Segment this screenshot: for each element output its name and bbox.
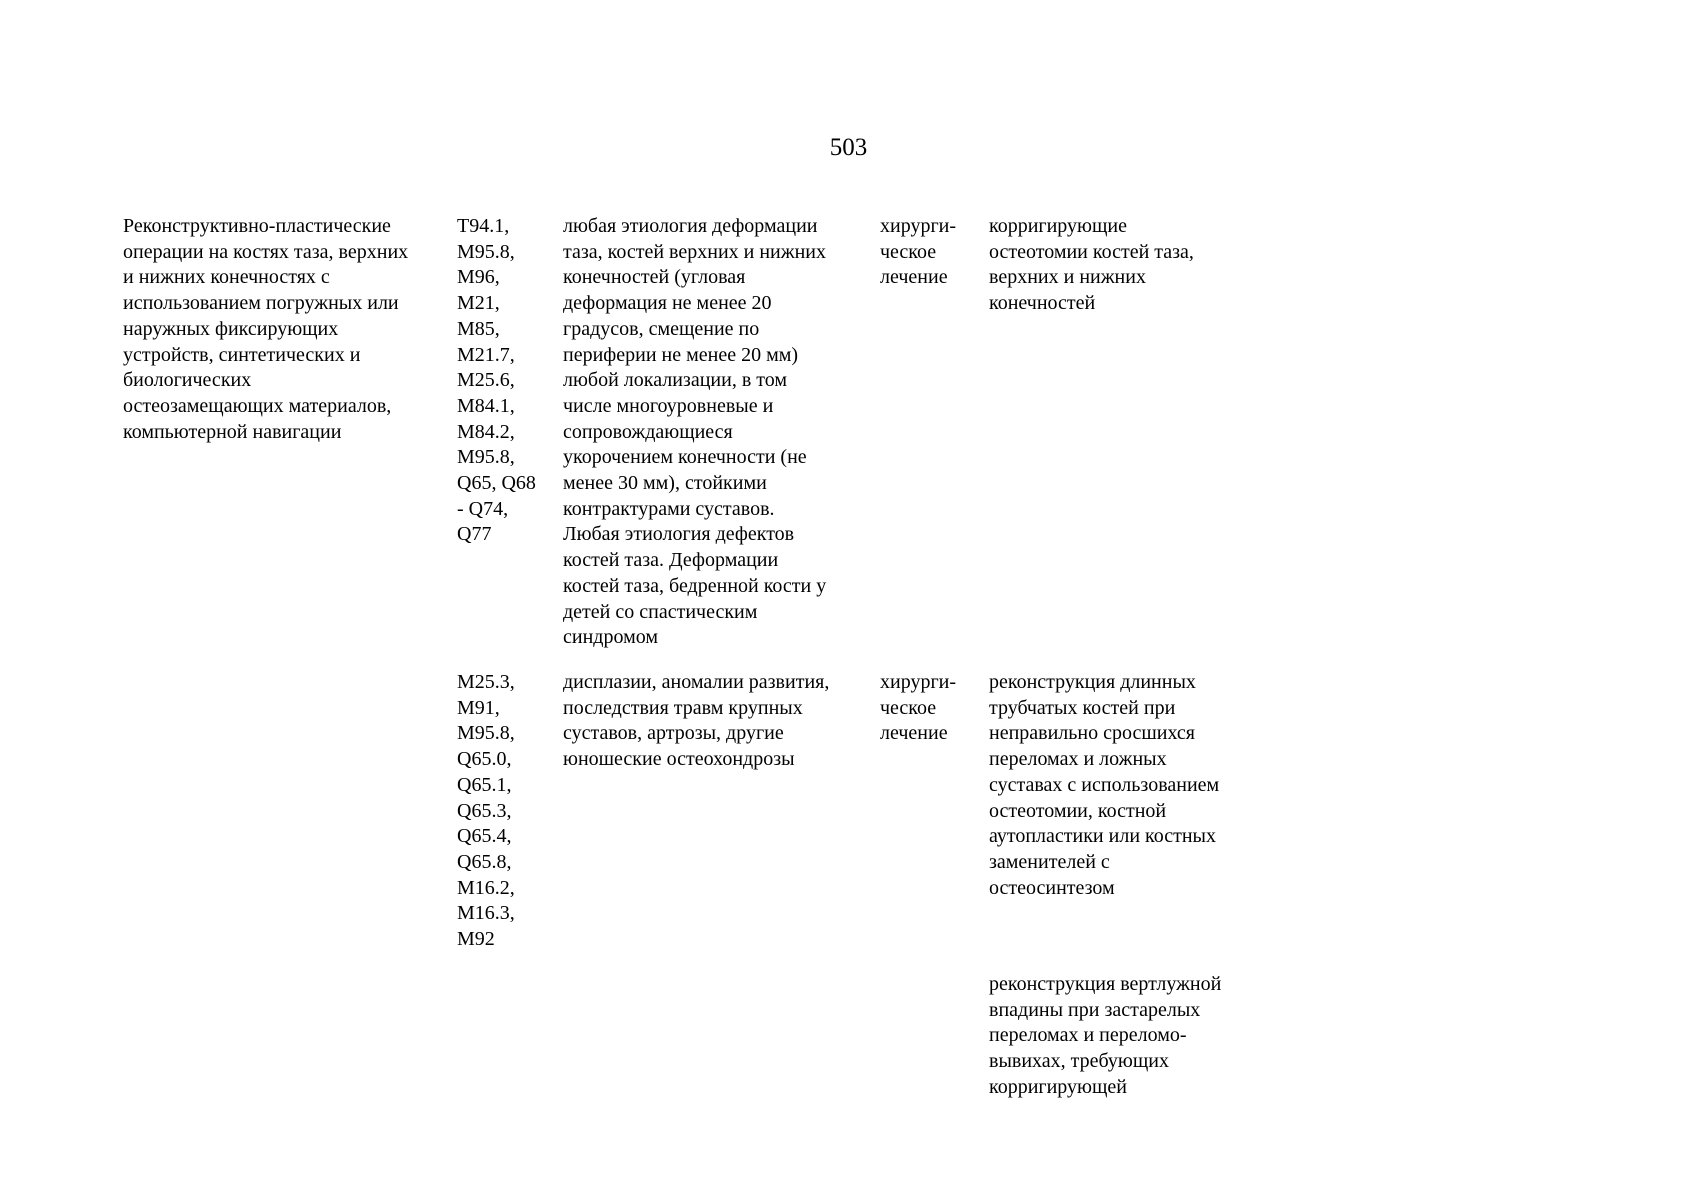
treatment-type-cell: хирурги- ческое лечение: [880, 215, 957, 289]
page-number: 503: [829, 134, 868, 161]
procedure-name-cell: Реконструктивно-пластические операции на костях таза, верхних и нижних конечностях с использованием погружных или наружных фиксирующих устройств, синтетических и биологических остеозамещающих материалов, компьютерной навигации: [123, 215, 409, 443]
patient-model-cell: любая этиология деформации таза, костей верхних и нижних конечностей (угловая деформация не менее 20 градусов, смещение по периферии не менее 20 мм) любой локализации, в том числе многоуровневые и сопровождающиеся укорочением конечности (не менее 30 мм), стойкими контрактурами суставов. Любая этиология дефектов костей таза. Деформации костей таза, бедренной кости у детей со спастическим синдромом: [563, 215, 827, 649]
treatment-method-cell: реконструкция длинных трубчатых костей при неправильно сросшихся переломах и ложных суставах с использованием остеотомии, костной аутопластики или костных заменителей с остеосинтезом: [989, 671, 1220, 899]
treatment-type-cell: хирурги- ческое лечение: [880, 671, 957, 745]
icd-codes-cell: M25.3, M91, M95.8, Q65.0, Q65.1, Q65.3, Q65.4, Q65.8, M16.2, M16.3, M92: [457, 671, 515, 951]
treatment-method-cell: реконструкция вертлужной впадины при застарелых переломах и переломо- вывихах, требующих корригирующей: [989, 973, 1222, 1098]
treatment-method-cell: корригирующие остеотомии костей таза, верхних и нижних конечностей: [989, 215, 1194, 315]
icd-codes-cell: T94.1, M95.8, M96, M21, M85, M21.7, M25.6, M84.1, M84.2, M95.8, Q65, Q68 - Q74, Q77: [457, 215, 536, 546]
patient-model-cell: дисплазии, аномалии развития, последствия травм крупных суставов, артрозы, другие юношеские остеохондрозы: [563, 671, 830, 771]
